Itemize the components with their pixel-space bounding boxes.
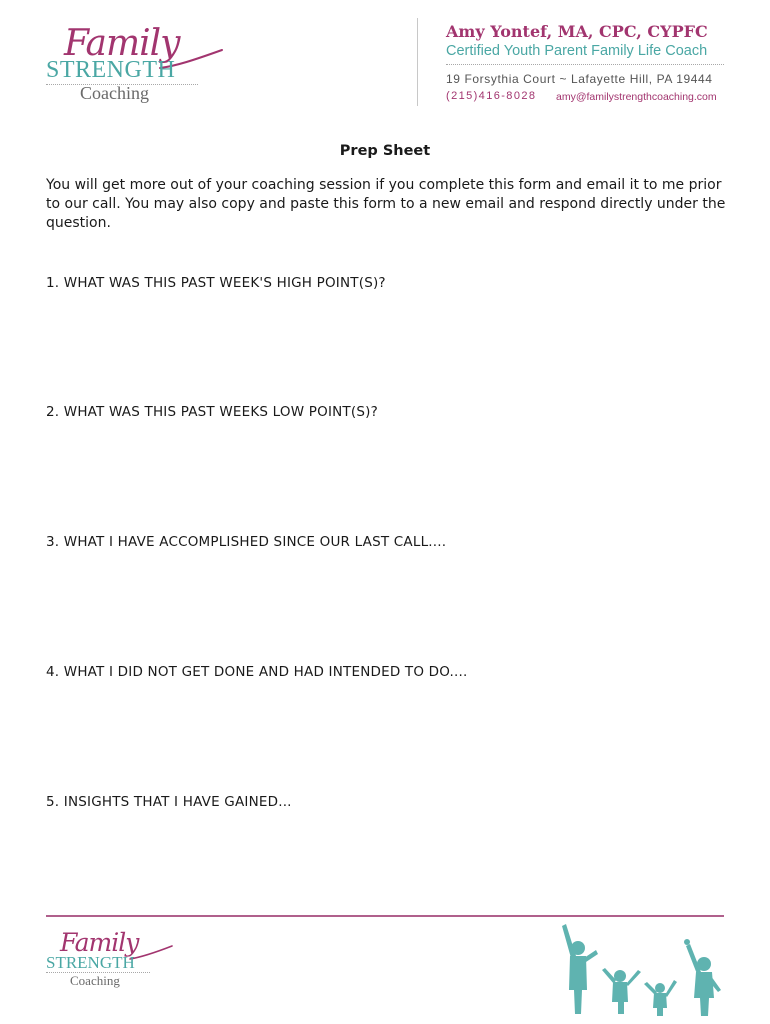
footer-logo <box>44 928 174 992</box>
contact-phone: (215)416-8028 <box>446 90 537 102</box>
intro-paragraph: You will get more out of your coaching session if you complete this form and email it to me prior to our call. You may also copy and paste this form to a new email and respond directly under the question. <box>46 177 726 231</box>
adult-figure-left <box>562 924 598 1014</box>
footer-logo-strength-text: STRENGTH <box>46 953 135 972</box>
contact-name: Amy Yontef, MA, CPC, CYPFC <box>446 22 708 41</box>
logo-strength-text: STRENGTH <box>46 57 176 83</box>
header-logo <box>40 22 220 107</box>
contact-dotted-rule <box>446 64 724 65</box>
footer-logo-coaching-text: Coaching <box>70 973 120 988</box>
child-figure <box>602 968 641 1014</box>
family-figures-illustration <box>556 918 726 1018</box>
contact-title: Certified Youth Parent Family Life Coach <box>446 43 708 59</box>
contact-address: 19 Forsythia Court ~ Lafayette Hill, PA 19444 <box>446 72 713 86</box>
small-child-figure <box>644 980 677 1016</box>
logo-coaching-text: Coaching <box>80 83 149 103</box>
adult-figure-right <box>684 939 721 1016</box>
page-title: Prep Sheet <box>339 143 431 159</box>
footer-logo-swash-icon <box>128 942 174 962</box>
contact-block <box>446 20 736 108</box>
footer-rule <box>46 915 724 917</box>
footer-logo-family-text: Family <box>60 928 139 957</box>
question-1: 1. WHAT WAS THIS PAST WEEK'S HIGH POINT(S)? <box>46 275 386 291</box>
question-3: 3. WHAT I HAVE ACCOMPLISHED SINCE OUR LAST CALL.... <box>46 534 447 550</box>
question-4: 4. WHAT I DID NOT GET DONE AND HAD INTENDED TO DO.... <box>46 664 468 680</box>
logo-family-text: Family <box>64 23 180 64</box>
header-divider <box>417 18 418 106</box>
question-2: 2. WHAT WAS THIS PAST WEEKS LOW POINT(S)? <box>46 404 378 420</box>
question-5: 5. INSIGHTS THAT I HAVE GAINED... <box>46 794 292 810</box>
contact-email[interactable]: amy@familystrengthcoaching.com <box>556 91 717 103</box>
